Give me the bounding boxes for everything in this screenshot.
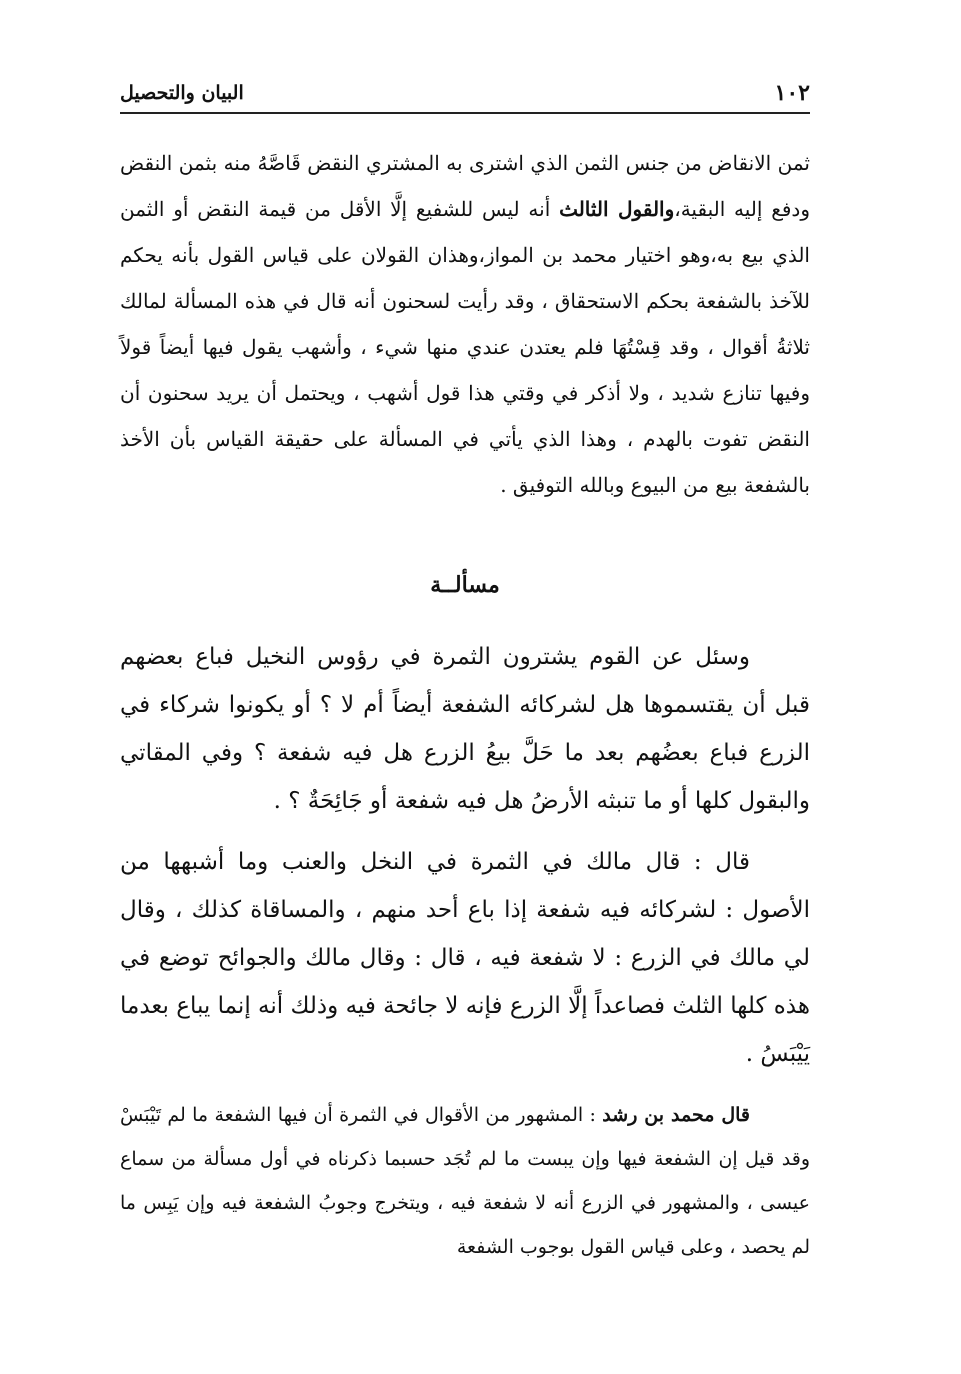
answer-paragraph: قال : قال مالك في الثمرة في النخل والعنب وما أشبهها من الأصول : لشركائه فيه شفعة إذا باع أحد منهم ، والمساقاة كذلك ، وقال لي مالك في الزرع : لا شفعة فيه ، قال : وقال مالك والجوائح توضع في هذه كلها الثلث فصاعداً إلَّا الزرع فإنه لا جائحة فيه وذلك أنه إنما يباع بعدما يَيْبَسُ .	[120, 849, 810, 1067]
paragraph-1-text-b: أنه ليس للشفيع إلَّا الأقل من قيمة النقض أو الثمن الذي بيع به،وهو اختيار محمد بن المواز،وهذان القولان على قياس القول بأنه يحكم للآخذ بالشفعة بحكم الاستحقاق ، وقد رأيت لسحنون أنه قال في هذه المسألة لمالك ثلاثةُ أقوال ، وقد قِسْتُهَا فلم يعتدن عندي منها شيء ، وأشهب يقول فيها أيضاً قولاً وفيها تنازع شديد ، ولا أذكر في وقتي هذا قول أشهب ، ويحتمل أن يريد سحنون أن النقض تفوت بالهدم ، وهذا الذي يأتي في المسألة على حقيقة القياس بأن الأخذ بالشفعة بيع من البيوع وبالله التوفيق .	[120, 197, 810, 497]
book-title: البيان والتحصيل	[120, 82, 244, 104]
commentary-paragraph	[120, 1093, 810, 1269]
paragraph-1-bold: والقول الثالث	[559, 197, 675, 221]
paragraph-1-text-a: ثمن الانقاض من جنس الثمن الذي اشترى به المشتري النقض قَاصَّهُ منه بثمن النقض ودفع إليه البقية،	[120, 151, 810, 221]
section-heading: مسألــة	[430, 572, 500, 598]
question-paragraph: وسئل عن القوم يشترون الثمرة في رؤوس النخيل فباع بعضهم قبل أن يقتسموها هل لشركائه الشفعة أيضاً أم لا ؟ أو يكونوا شركاء في الزرع فباع بعضُهم بعد ما حَلَّ بيعُ الزرع هل فيه شفعة ؟ وفي المقاتي والبقول كلها أو ما تنبثه الأرضُ هل فيه شفعة أو جَائِحَةٌ ؟ .	[120, 644, 810, 814]
paragraph-1	[120, 140, 810, 508]
commentary-author: قال محمد بن رشد	[602, 1104, 750, 1126]
running-header	[120, 78, 810, 114]
page-number: ١٠٢	[774, 80, 810, 106]
commentary-text: : المشهور من الأقوال في الثمرة أن فيها الشفعة ما لم تَيْبَسْ وقد قيل إن الشفعة فيها وإن يبست ما لم تُجَد حسبما ذكرناه في أول مسألة من سماع عيسى ، والمشهور في الزرع أنه لا شفعة فيه ، ويتخرج وجوبُ الشفعة فيه وإن يَبِس ما لم يحصد ، وعلى قياس القول بوجوب الشفعة	[120, 1104, 810, 1258]
